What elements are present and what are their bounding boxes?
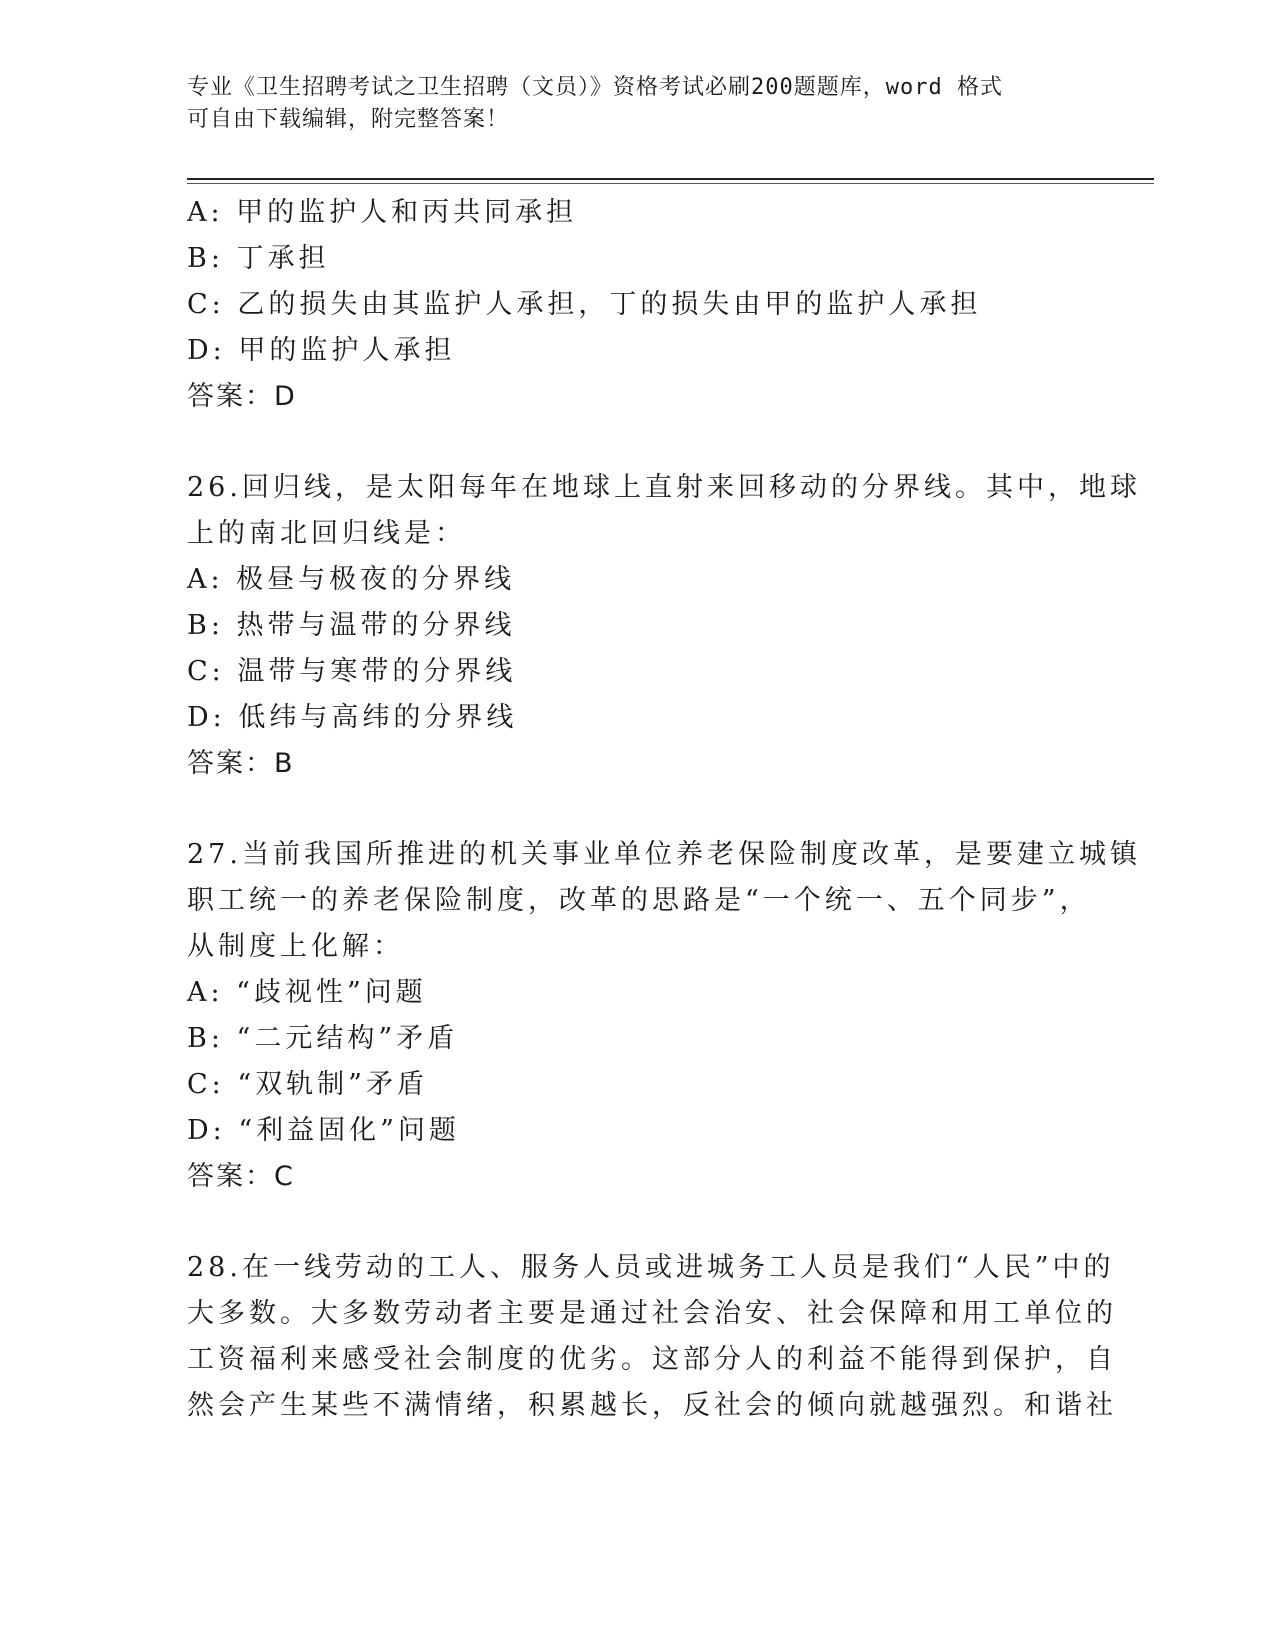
option-c: C: 温带与寒带的分界线 [187,656,517,687]
question-content [187,190,1141,1429]
answer: 答案：D [187,381,297,412]
option-c: C: 乙的损失由其监护人承担，丁的损失由甲的监护人承担 [187,289,982,320]
question-stem: 26.回归线，是太阳每年在地球上直射来回移动的分界线。其中，地球 [187,472,1141,503]
header-line-2: 可自由下载编辑，附完整答案！ [187,107,510,132]
header-divider-thick [187,178,1154,180]
option-b: B: 热带与温带的分界线 [187,610,516,641]
header-line-1: 专业《卫生招聘考试之卫生招聘（文员）》资格考试必刷200题题库，word 格式 [187,75,1003,100]
option-a: A: 极昼与极夜的分界线 [187,564,516,595]
question-stem: 从制度上化解： [187,931,404,962]
option-d: D: “利益固化”问题 [187,1115,460,1146]
option-a: A: 甲的监护人和丙共同承担 [187,197,578,228]
question-stem: 大多数。大多数劳动者主要是通过社会治安、社会保障和用工单位的 [187,1298,1117,1329]
question-27 [187,832,1141,1200]
question-stem: 28.在一线劳动的工人、服务人员或进城务工人员是我们“人民”中的 [187,1252,1115,1283]
option-b: B: 丁承担 [187,243,330,274]
question-stem: 27.当前我国所推进的机关事业单位养老保险制度改革，是要建立城镇 [187,839,1141,870]
option-a: A: “歧视性”问题 [187,977,427,1008]
option-b: B: “二元结构”矛盾 [187,1023,459,1054]
question-25 [187,190,1107,420]
question-stem: 职工统一的养老保险制度，改革的思路是“一个统一、五个同步”， [187,885,1091,916]
option-c: C: “双轨制”矛盾 [187,1069,428,1100]
header-divider-thin [187,183,1154,184]
option-d: D: 低纬与高纬的分界线 [187,702,518,733]
question-stem: 然会产生某些不满情绪，积累越长，反社会的倾向就越强烈。和谐社 [187,1390,1117,1421]
option-d: D: 甲的监护人承担 [187,335,456,366]
question-26 [187,465,1141,787]
page-header [187,72,1067,136]
question-stem: 工资福利来感受社会制度的优劣。这部分人的利益不能得到保护，自 [187,1344,1117,1375]
question-stem: 上的南北回归线是： [187,518,466,549]
question-28 [187,1245,1117,1429]
answer: 答案：B [187,748,295,779]
answer: 答案：C [187,1161,295,1192]
